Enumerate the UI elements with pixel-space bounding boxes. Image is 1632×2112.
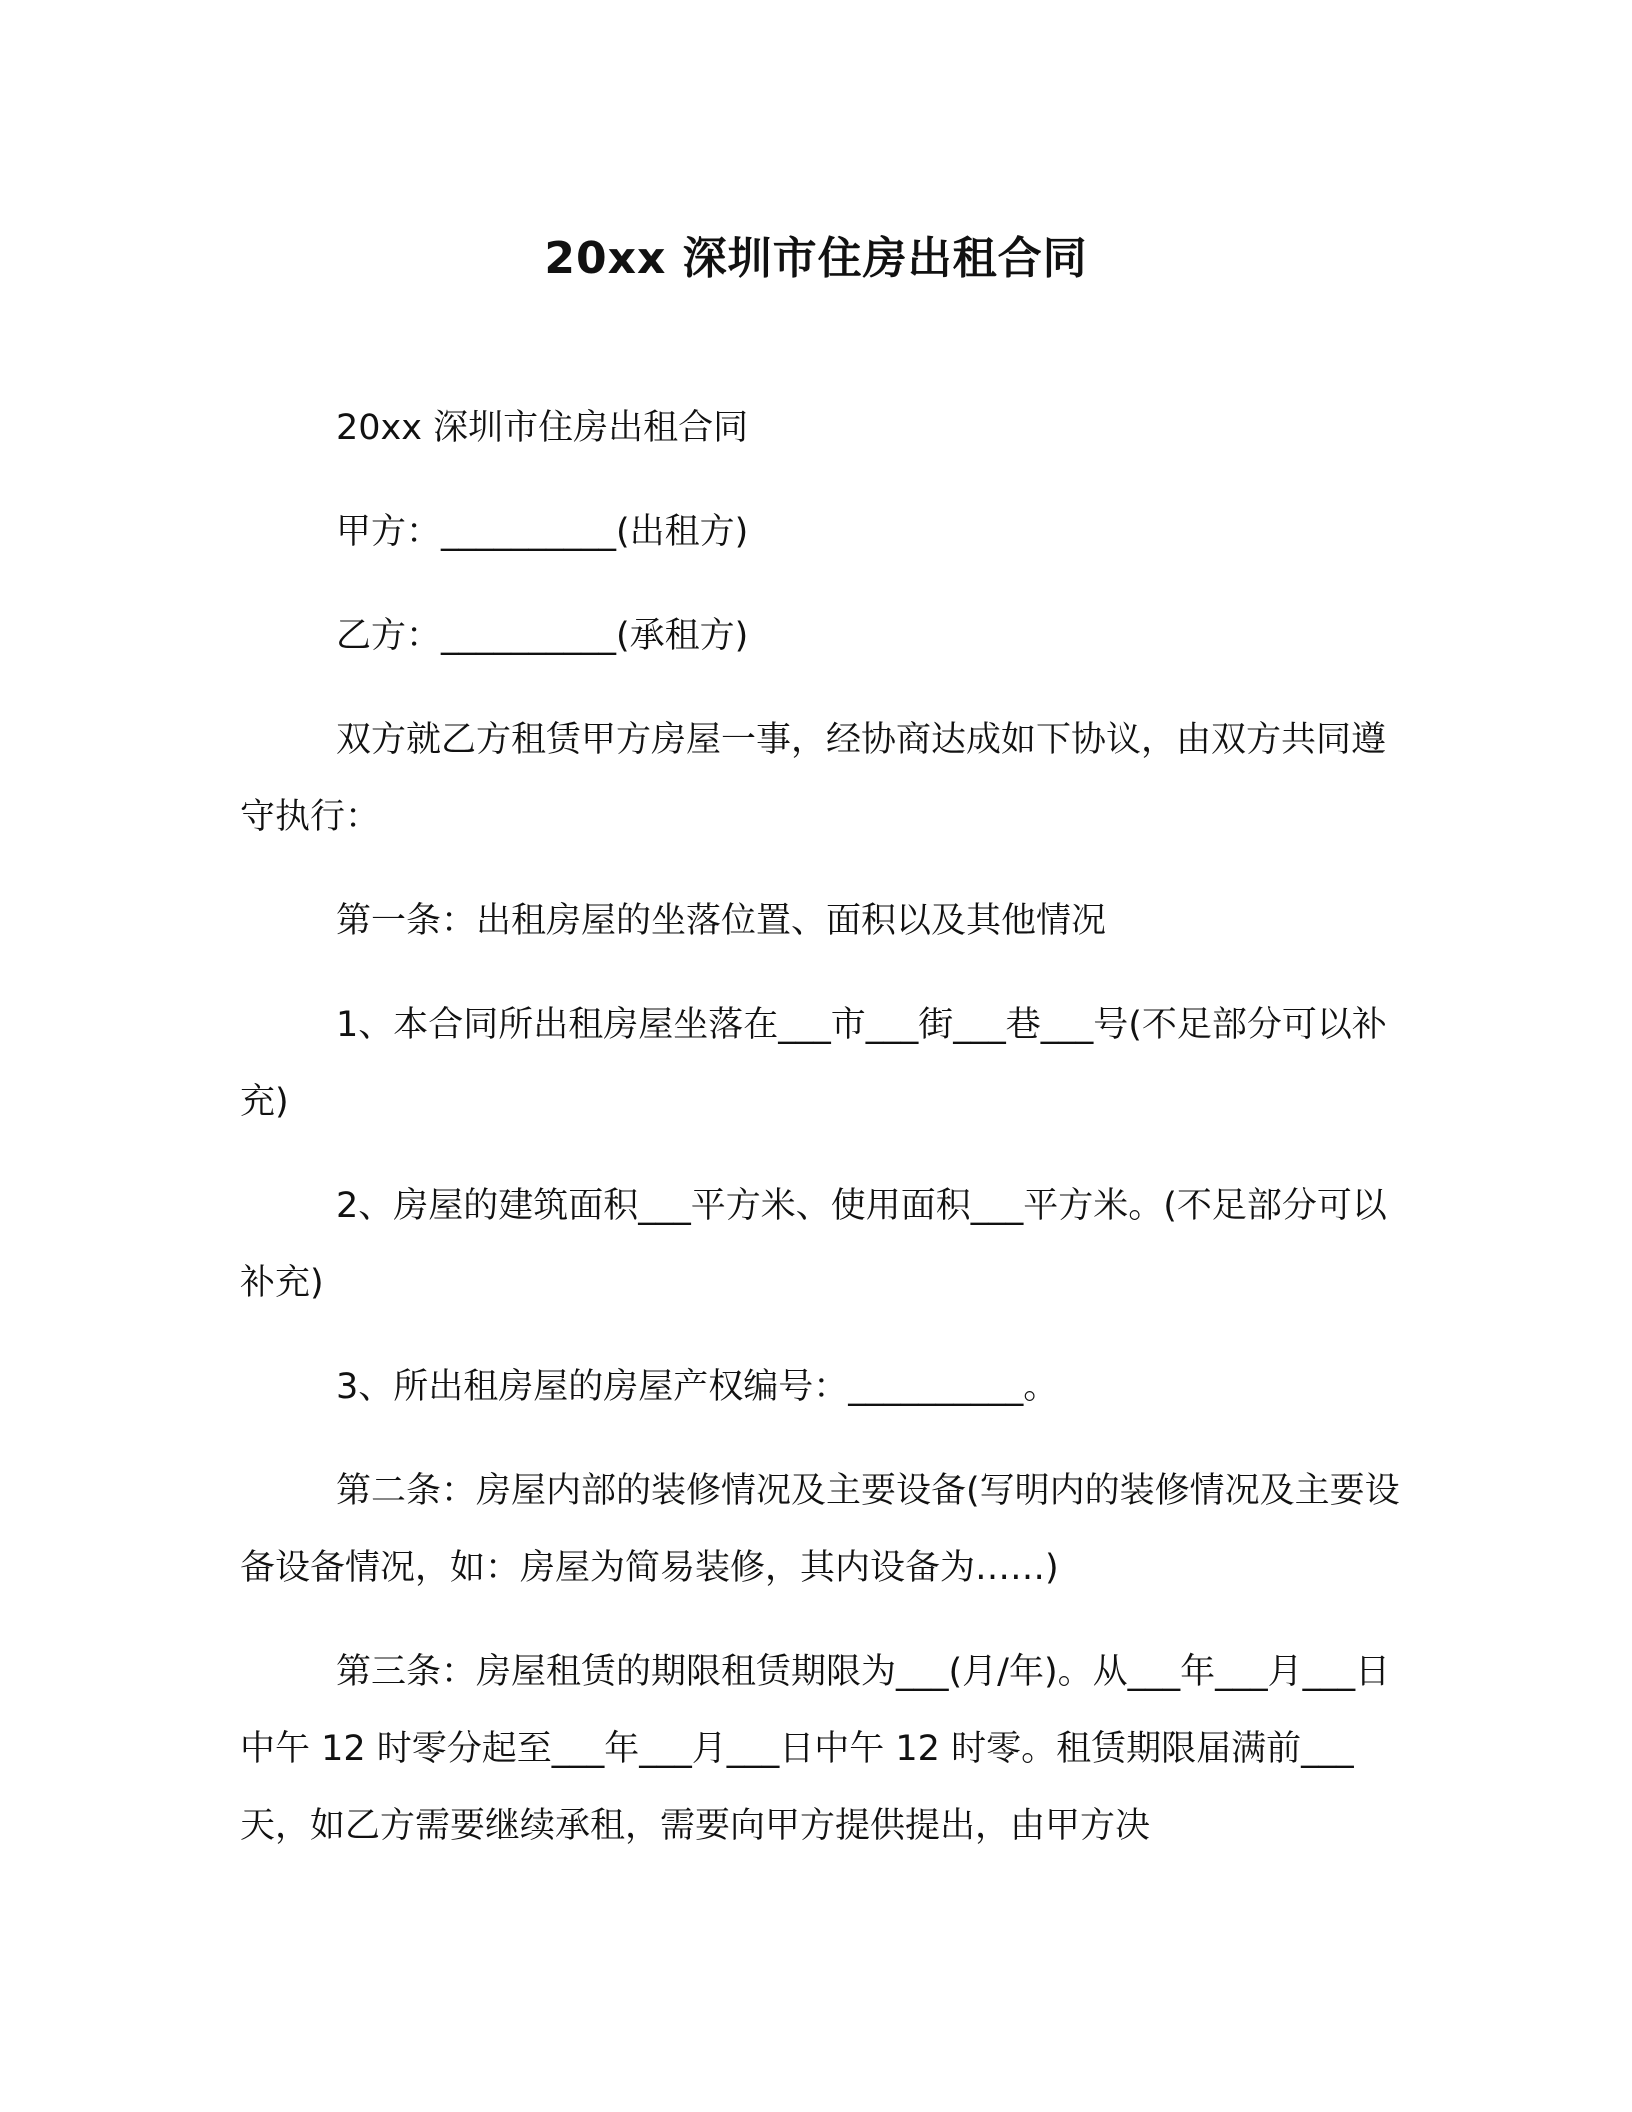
document-title: 20xx 深圳市住房出租合同 bbox=[544, 233, 1088, 284]
paragraph-article-3: 第三条：房屋租赁的期限租赁期限为___(月/年)。从___年___月___日中午 12 时零分起至___年___月___日中午 12 时零。租赁期限届满前___天，如乙方需要继续承租，需要向甲方提供提出，由甲方决 bbox=[240, 1652, 1391, 1846]
paragraph-clause-1-3: 3、所出租房屋的房屋产权编号：__________。 bbox=[336, 1367, 1059, 1407]
paragraph-subtitle: 20xx 深圳市住房出租合同 bbox=[336, 408, 749, 448]
paragraph-article-1: 第一条：出租房屋的坐落位置、面积以及其他情况 bbox=[336, 901, 1107, 941]
document-body bbox=[240, 390, 1400, 1892]
paragraph-article-2: 第二条：房屋内部的装修情况及主要设备(写明内的装修情况及主要设备设备情况，如：房屋为简易装修，其内设备为……) bbox=[240, 1471, 1400, 1588]
paragraph-party-a: 甲方：__________(出租方) bbox=[336, 512, 749, 552]
paragraph-agreement-intro: 双方就乙方租赁甲方房屋一事，经协商达成如下协议，由双方共同遵守执行： bbox=[240, 720, 1387, 837]
paragraph-party-b: 乙方：__________(承租方) bbox=[336, 616, 749, 656]
paragraph-clause-1-1: 1、本合同所出租房屋坐落在___市___街___巷___号(不足部分可以补充) bbox=[240, 1005, 1387, 1122]
paragraph-clause-1-2: 2、房屋的建筑面积___平方米、使用面积___平方米。(不足部分可以补充) bbox=[240, 1186, 1387, 1303]
